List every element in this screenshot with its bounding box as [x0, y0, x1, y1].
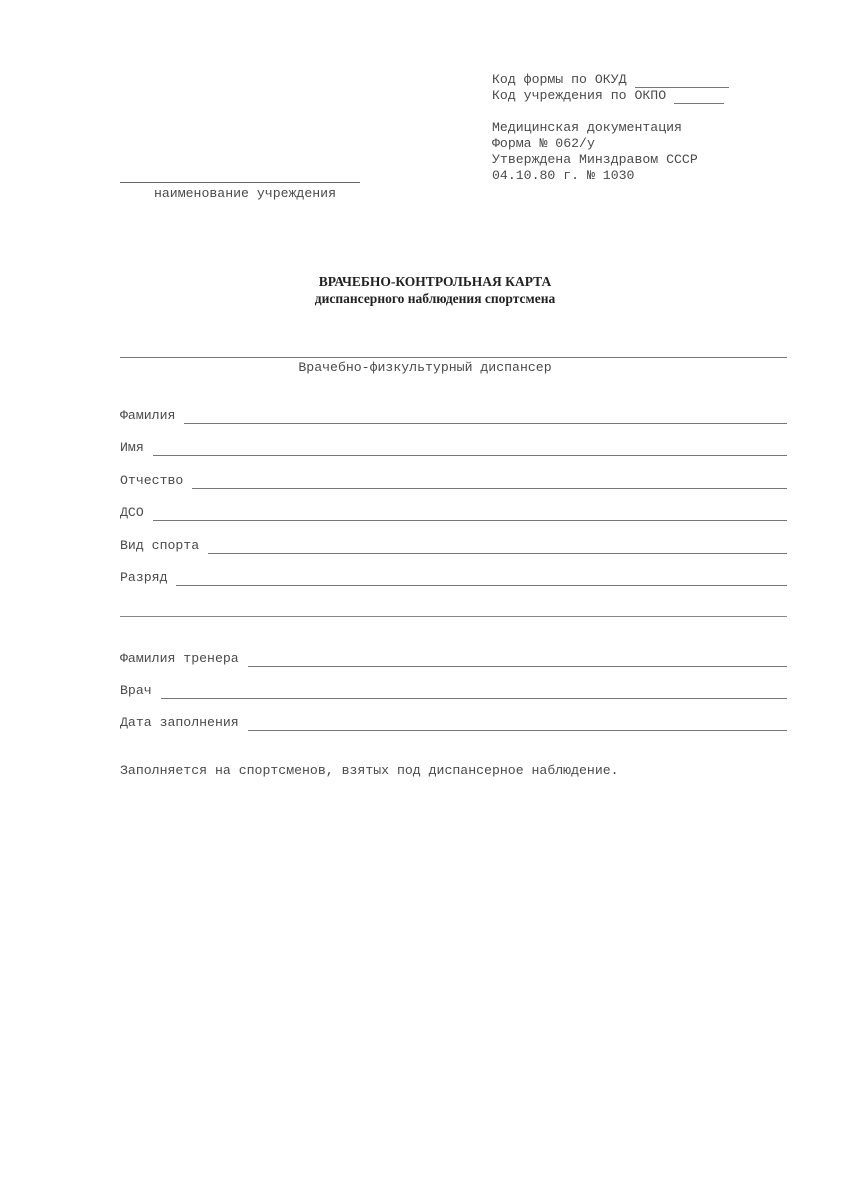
field-label: Отчество: [120, 473, 184, 488]
first-name-input[interactable]: [153, 444, 787, 456]
field-doctor: [120, 682, 787, 699]
document-subtitle: диспансерного наблюдения спортсмена: [314, 291, 556, 306]
approval-line-4: 04.10.80 г. № 1030: [492, 168, 635, 183]
field-label: Врач: [120, 683, 152, 698]
rank-input[interactable]: [176, 574, 787, 586]
okpo-code-label: Код учреждения по ОКПО: [492, 88, 667, 103]
okpo-code-row: [492, 88, 729, 104]
field-patronymic: [120, 472, 787, 489]
fill-date-input[interactable]: [248, 719, 787, 731]
okud-code-label: Код формы по ОКУД: [492, 72, 627, 87]
field-sports-society: [120, 504, 787, 521]
institution-name-field[interactable]: [120, 182, 360, 183]
field-label: Фамилия тренера: [120, 651, 239, 666]
approval-line-3: Утверждена Минздравом СССР: [492, 152, 698, 167]
institution-name-caption: наименование учреждения: [153, 186, 337, 201]
field-label: Имя: [120, 440, 144, 455]
field-coach-name: [120, 650, 787, 667]
okud-code-row: [492, 72, 729, 88]
field-label: Вид спорта: [120, 538, 200, 553]
last-name-input[interactable]: [184, 412, 787, 424]
field-sport-type: [120, 537, 787, 554]
approval-line-2: Форма № 062/у: [492, 136, 595, 151]
dispensary-caption: Врачебно-физкультурный диспансер: [298, 360, 552, 375]
sport-type-input[interactable]: [208, 542, 787, 554]
coach-name-input[interactable]: [248, 655, 787, 667]
field-label: ДСО: [120, 505, 144, 520]
field-fill-date: [120, 714, 787, 731]
patronymic-input[interactable]: [192, 477, 787, 489]
okpo-code-field[interactable]: [674, 91, 724, 104]
field-label: Разряд: [120, 570, 168, 585]
sports-society-input[interactable]: [153, 509, 787, 521]
field-first-name: [120, 439, 787, 456]
field-rank: [120, 569, 787, 586]
document-title: ВРАЧЕБНО-КОНТРОЛЬНАЯ КАРТА: [318, 274, 552, 289]
okud-code-field[interactable]: [635, 75, 729, 88]
rank-continuation-line[interactable]: [120, 616, 787, 617]
doctor-input[interactable]: [161, 687, 787, 699]
approval-line-1: Медицинская документация: [492, 120, 682, 135]
form-codes-block: [492, 72, 729, 184]
field-label: Фамилия: [120, 408, 176, 423]
dispensary-name-field[interactable]: [120, 357, 787, 358]
footnote: Заполняется на спортсменов, взятых под диспансерное наблюдение.: [120, 763, 619, 778]
field-label: Дата заполнения: [120, 715, 239, 730]
field-last-name: [120, 407, 787, 424]
